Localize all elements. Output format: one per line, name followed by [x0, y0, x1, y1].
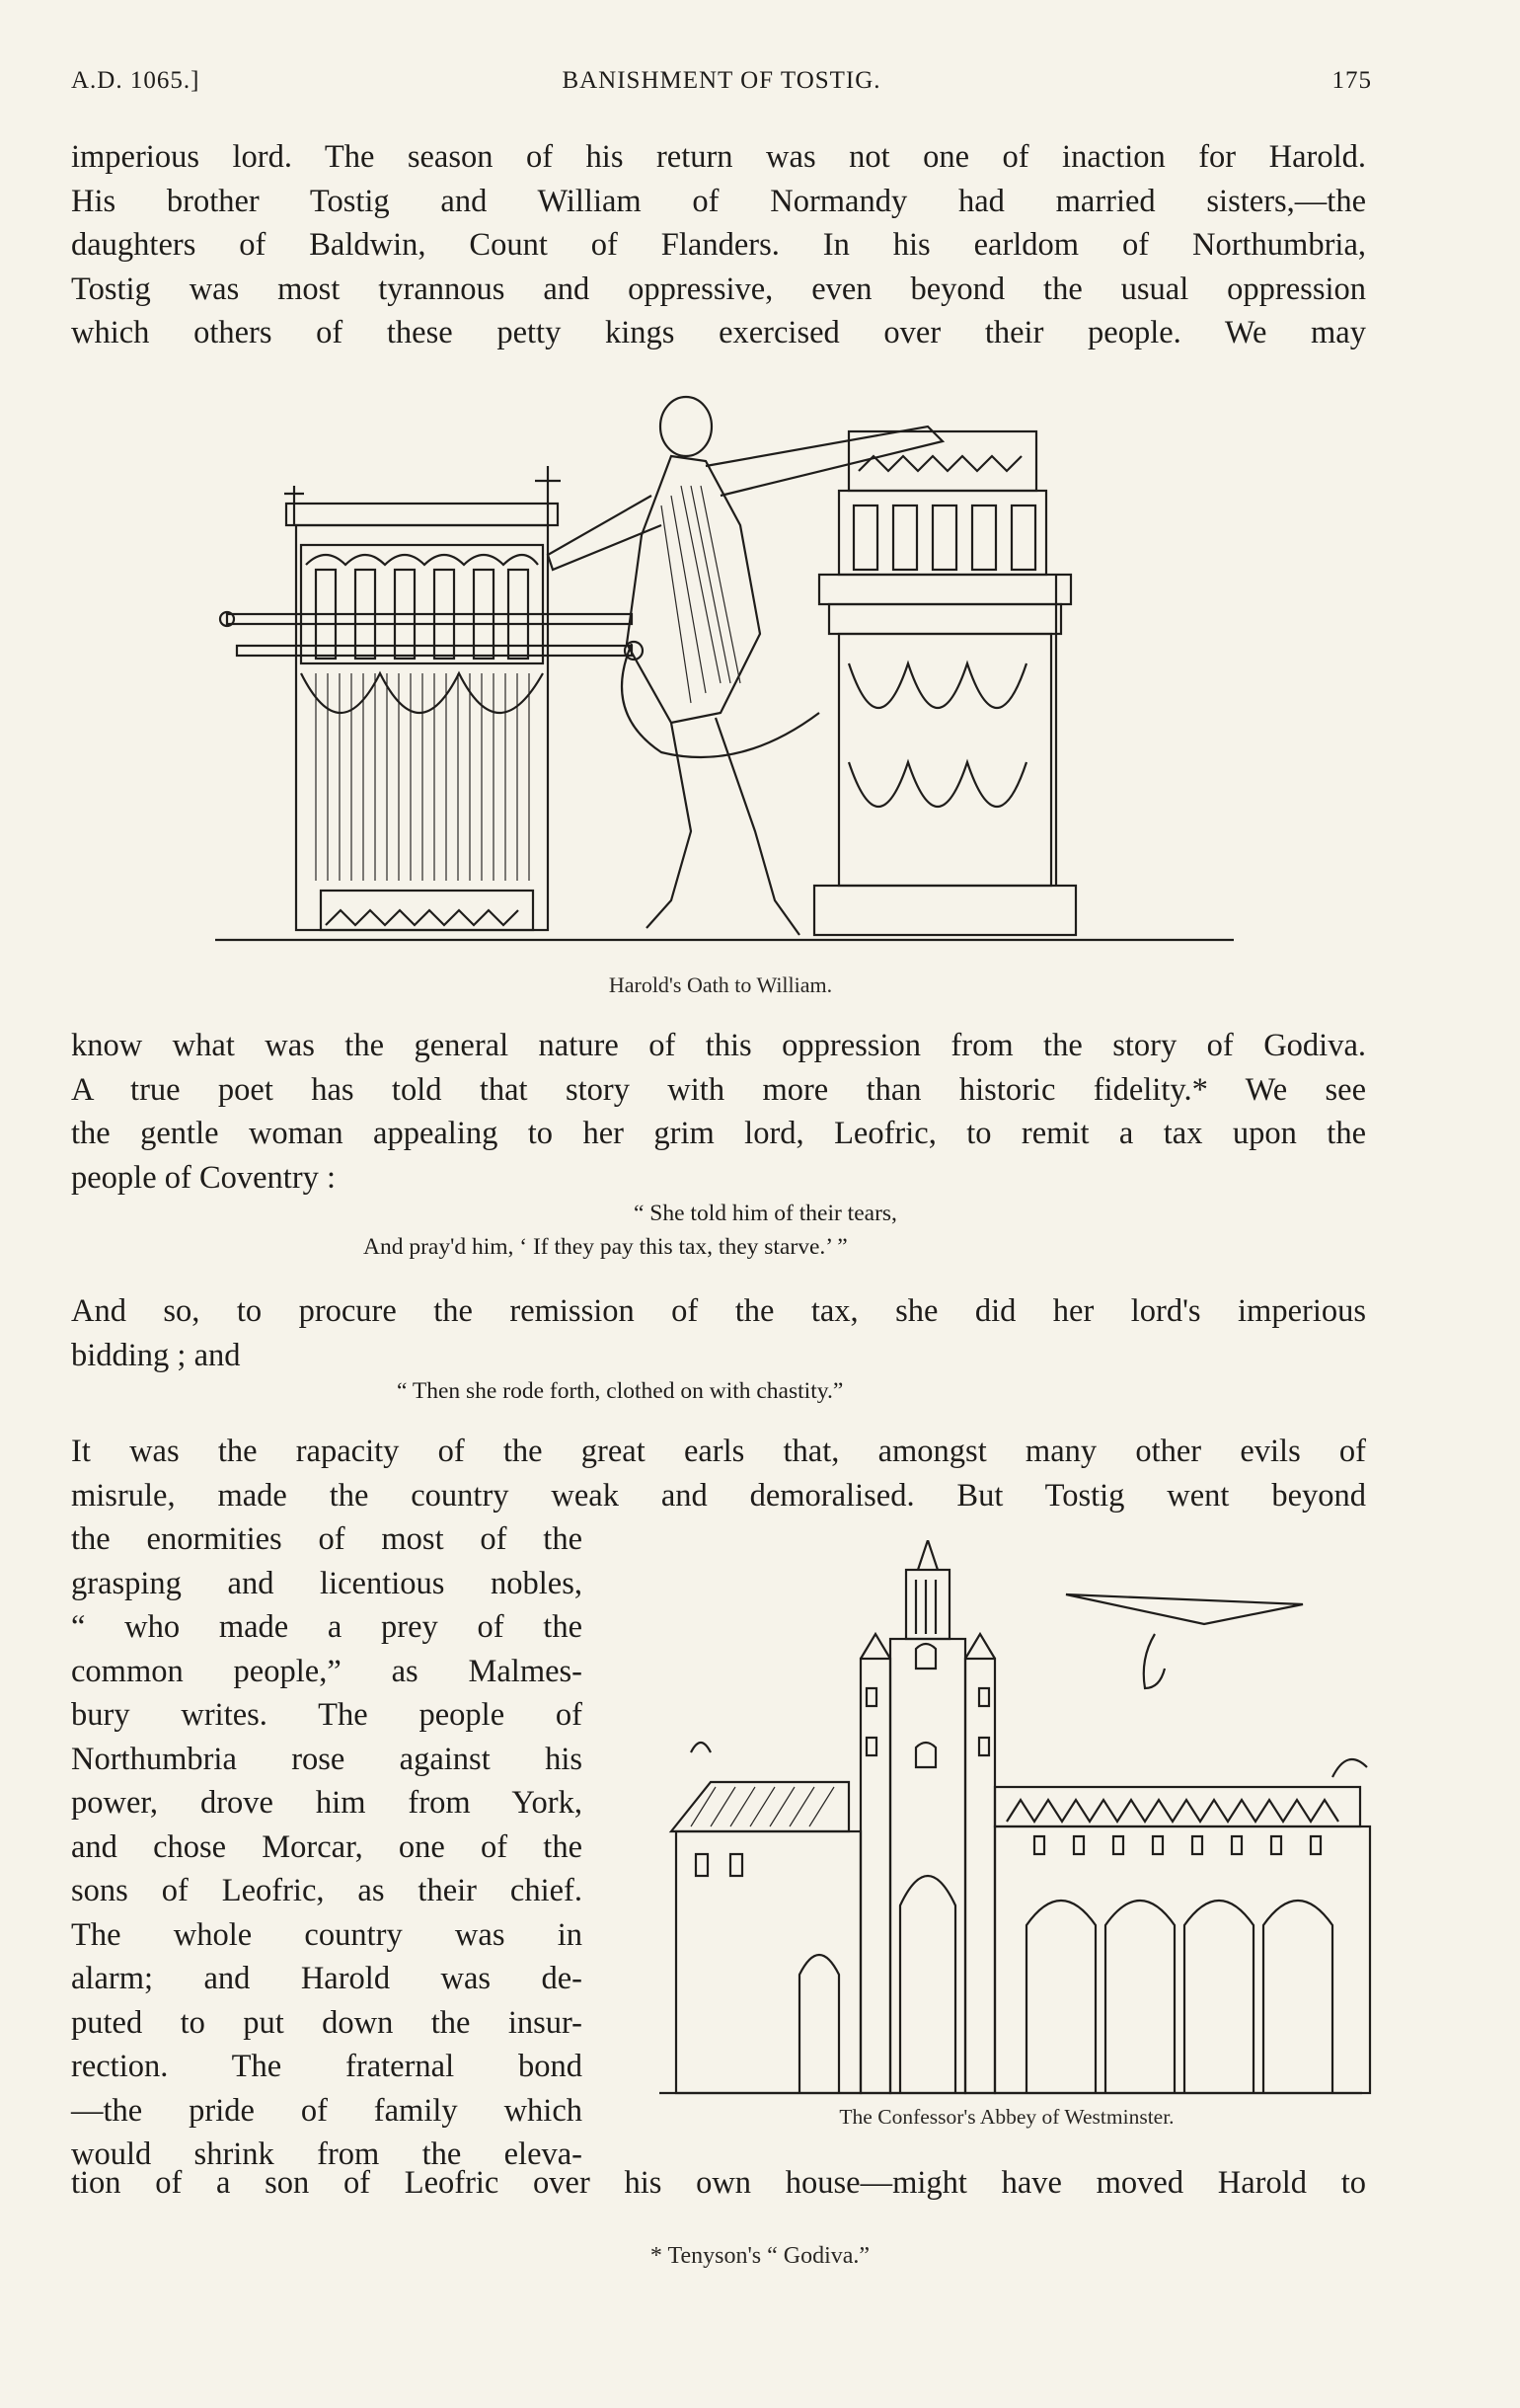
text-line: —the pride of family which	[71, 2092, 582, 2129]
text-line: people of Coventry :	[71, 1159, 337, 1196]
text-line: His brother Tostig and William of Normandy had married sisters,—the	[71, 183, 1366, 219]
figure-1-caption: Harold's Oath to William.	[608, 972, 833, 997]
text-line: bidding ; and	[71, 1337, 241, 1373]
left-transept	[671, 1743, 861, 2093]
text-line: bury writes. The people of	[71, 1697, 582, 1733]
header-title: BANISHMENT OF TOSTIG.	[562, 67, 881, 94]
paragraph-2	[71, 1024, 1366, 1200]
running-head	[71, 67, 1372, 107]
text-line: the gentle woman appealing to her grim lord, Leofric, to remit a tax upon the	[71, 1116, 1366, 1151]
verse-line: “ Then she rode forth, clothed on with chastity.”	[397, 1378, 844, 1404]
text-line: which others of these petty kings exercised over their people. We may	[71, 315, 1366, 350]
text-line: and chose Morcar, one of the	[71, 1828, 582, 1865]
text-line: would shrink from the eleva-	[71, 2136, 582, 2172]
paragraph-4-narrow-column	[71, 1517, 582, 2177]
text-line: Northumbria rose against his	[71, 1741, 582, 1777]
nave	[995, 1759, 1370, 2093]
text-line: It was the rapacity of the great earls that, amongst many other evils of	[71, 1434, 1366, 1469]
text-line: misrule, made the country weak and demoralised. But Tostig went beyond	[71, 1477, 1366, 1514]
text-line: And so, to procure the remission of the tax, she did her lord's imperious	[71, 1293, 1366, 1329]
harold-figure	[548, 397, 943, 935]
figure-2-caption: The Confessor's Abbey of Westminster.	[839, 2105, 1175, 2129]
text-line: the enormities of most of the	[71, 1521, 582, 1557]
harolds-oath-illustration	[207, 387, 1254, 950]
text-line: “ who made a prey of the	[71, 1609, 582, 1645]
text-line: grasping and licentious nobles,	[71, 1565, 582, 1601]
westminster-abbey-illustration	[651, 1540, 1382, 2103]
verse-line: And pray'd him, ‘ If they pay this tax, they starve.’ ”	[363, 1234, 848, 1260]
page-number: 175	[1331, 67, 1372, 94]
paragraph-1	[71, 135, 1366, 355]
central-tower	[861, 1540, 995, 2093]
text-line: sons of Leofric, as their chief.	[71, 1873, 582, 1908]
text-line: power, drove him from York,	[71, 1785, 582, 1821]
left-reliquary	[220, 466, 643, 930]
text-line: daughters of Baldwin, Count of Flanders. In his earldom of Northumbria,	[71, 227, 1366, 263]
text-line: The whole country was in	[71, 1916, 582, 1953]
text-line: alarm; and Harold was de-	[71, 1961, 582, 1996]
text-line: common people,” as Malmes-	[71, 1653, 582, 1689]
footnote: * Tenyson's “ Godiva.”	[649, 2243, 871, 2269]
right-reliquary	[814, 431, 1076, 935]
text-line: A true poet has told that story with more than historic fidelity.* We see	[71, 1071, 1366, 1108]
text-line: imperious lord. The season of his return was not one of inaction for Harold.	[71, 139, 1366, 175]
text-line: rection. The fraternal bond	[71, 2049, 582, 2084]
text-line: know what was the general nature of this oppression from the story of Godiva.	[71, 1028, 1366, 1063]
paragraph-4	[71, 1430, 1366, 1517]
text-line: Tostig was most tyrannous and oppressive, even beyond the usual oppression	[71, 271, 1366, 307]
paragraph-3	[71, 1289, 1366, 1377]
text-line: tion of a son of Leofric over his own house—might have moved Harold to	[71, 2165, 1366, 2201]
text-line: puted to put down the insur-	[71, 2004, 582, 2041]
header-date: A.D. 1065.]	[71, 67, 200, 94]
paragraph-4-continued	[71, 2161, 1366, 2206]
verse-line: “ She told him of their tears,	[634, 1201, 897, 1226]
